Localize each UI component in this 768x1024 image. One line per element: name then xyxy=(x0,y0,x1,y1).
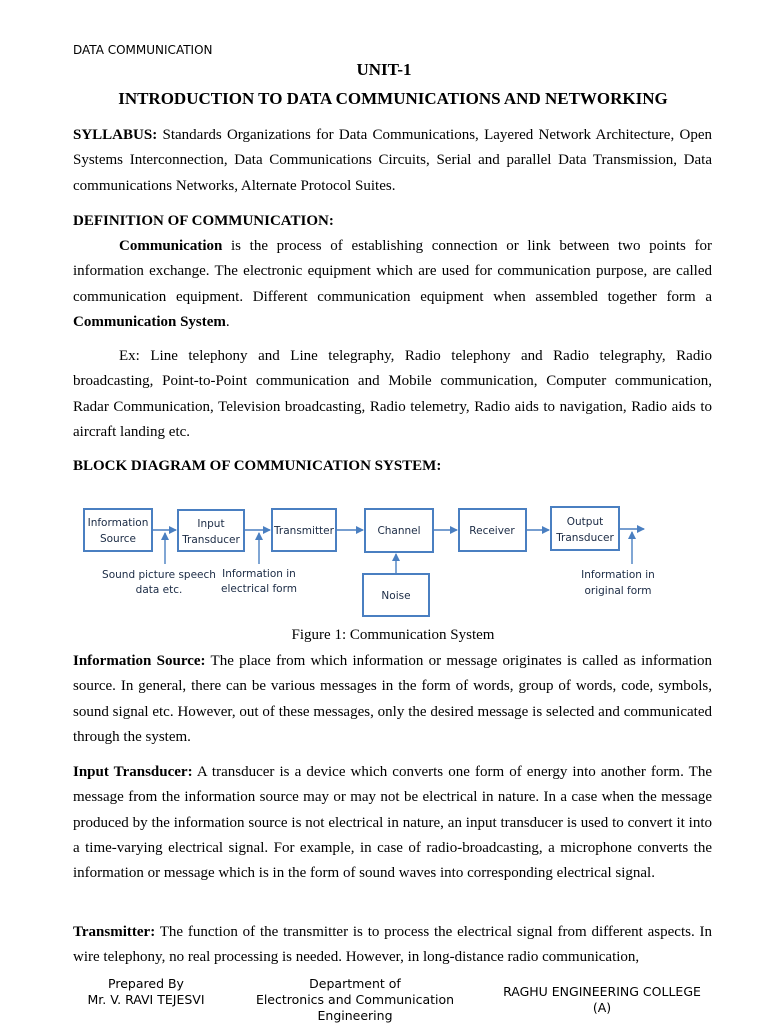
transmitter-text: The function of the transmitter is to process the electrical signal from different aspects. In wire telephony, no real processing is needed. However, in long-distance radio communication, xyxy=(73,924,712,966)
input-transducer-paragraph xyxy=(73,760,712,886)
footer-department-label: Department of xyxy=(309,976,401,991)
input-transducer-term: Input Transducer: xyxy=(73,764,193,780)
output-transducer-label-2: Transducer xyxy=(556,532,614,544)
footer-prepared-label: Prepared By xyxy=(108,976,184,991)
channel-label: Channel xyxy=(377,525,421,537)
information-source-label-2: Source xyxy=(99,533,137,545)
syllabus-label: SYLLABUS: xyxy=(73,127,158,143)
footer-department-name: Electronics and Communication Engineering xyxy=(255,992,455,1023)
definition-text: is the process of establishing connection or link between two points for information exchange. The electronic equipment which are used for communication purpose, are called communication equipment. Different communication equipment when assembled together form a xyxy=(73,238,712,305)
electrical-annotation-2: electrical form xyxy=(221,583,297,595)
definition-end: . xyxy=(225,313,230,330)
information-source-text: The place from which information or message originates is called as information source. In general, there can be various messages in the form of words, group of words, code, symbols, sound signal etc. However, out of these messages, only the desired message is selected and communicated through the system. xyxy=(73,653,712,745)
block-diagram-heading: BLOCK DIAGRAM OF COMMUNICATION SYSTEM: xyxy=(73,458,442,474)
footer-department xyxy=(222,976,488,1024)
figure-caption: Figure 1: Communication System xyxy=(291,627,495,643)
sound-annotation-2: data etc. xyxy=(135,584,183,596)
definition-term: Communication xyxy=(119,238,223,254)
definition-paragraph xyxy=(73,234,712,335)
block-diagram xyxy=(76,500,676,622)
information-source-label-1: Information xyxy=(87,517,149,529)
sound-annotation-1: Sound picture speech xyxy=(102,569,216,581)
examples-paragraph: Ex: Line telephony and Line telegraphy, Radio telephony and Radio telegraphy, Radio broadcasting, Point-to-Point communication and Mobile communication, Computer communication, Radar Communication, Television broadcasting, Radio telemetry, Radio aids to navigation, Radio aids to aircraft landing etc. xyxy=(73,348,712,440)
input-transducer-label-2: Transducer xyxy=(182,534,240,546)
footer-college: RAGHU ENGINEERING COLLEGE (A) xyxy=(503,984,701,1015)
definition-term-system: Communication System xyxy=(73,313,226,330)
transmitter-paragraph xyxy=(73,920,712,971)
syllabus-text: Standards Organizations for Data Communications, Layered Network Architecture, Open Systems Interconnection, Data Communications Circuits, Serial and parallel Data Transmission, Data communications Networks, Alternate Protocol Suites. xyxy=(73,127,712,194)
input-transducer-label-1: Input xyxy=(197,518,225,530)
electrical-annotation-1: Information in xyxy=(222,568,296,580)
input-transducer-text: A transducer is a device which converts one form of energy into another form. The message from the information source may or may not be electrical in nature. In a case when the message produced by the information source is not electrical in nature, an input transducer is used to convert it into a time-varying electrical signal. For example, in case of radio-broadcasting, a microphone converts the information or message which is in the form of sound waves into corresponding electrical signal. xyxy=(73,764,712,882)
output-transducer-label-1: Output xyxy=(566,516,604,528)
original-annotation-2: original form xyxy=(584,585,652,597)
definition-heading: DEFINITION OF COMMUNICATION: xyxy=(73,213,334,229)
footer-prepared-name: Mr. V. RAVI TEJESVI xyxy=(87,992,205,1007)
original-annotation-1: Information in xyxy=(581,569,655,581)
syllabus-paragraph xyxy=(73,123,712,199)
information-source-term: Information Source: xyxy=(73,653,206,669)
footer-prepared xyxy=(72,976,220,1008)
noise-label: Noise xyxy=(381,590,411,602)
unit-title: UNIT-1 xyxy=(356,60,412,79)
transmitter-label: Transmitter xyxy=(274,525,334,537)
running-header: DATA COMMUNICATION xyxy=(73,43,213,57)
transmitter-term: Transmitter: xyxy=(73,924,156,940)
information-source-paragraph xyxy=(73,649,712,750)
page-title: INTRODUCTION TO DATA COMMUNICATIONS AND NETWORKING xyxy=(118,89,668,108)
receiver-label: Receiver xyxy=(469,525,515,537)
